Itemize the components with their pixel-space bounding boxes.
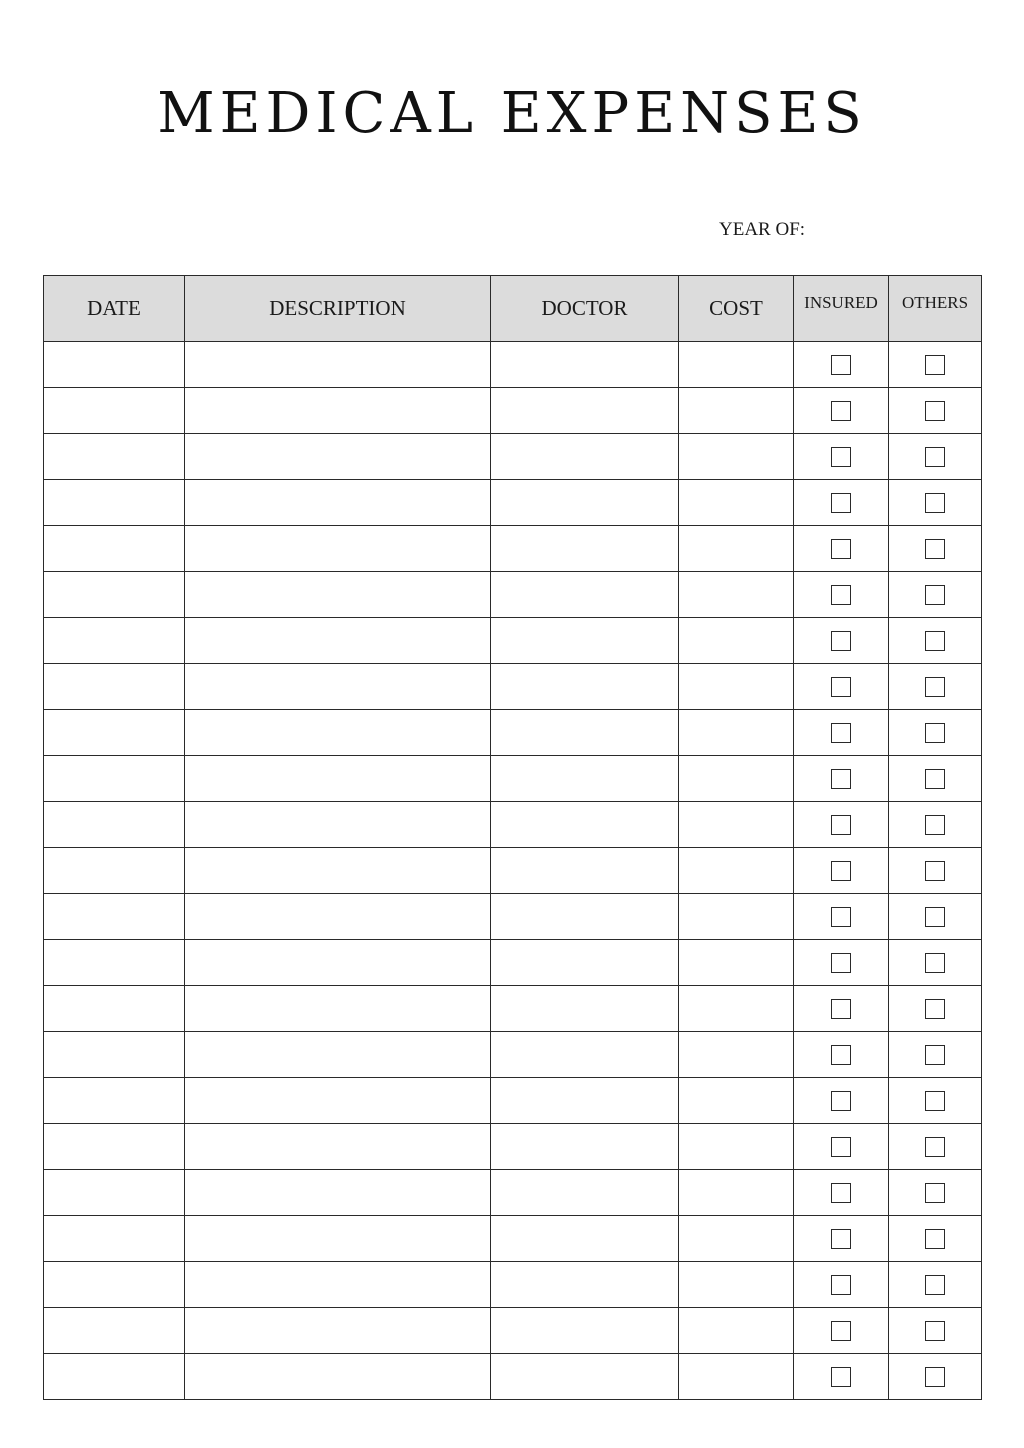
others-checkbox[interactable] [925, 1229, 945, 1249]
column-header-date: DATE [44, 276, 185, 342]
description-cell[interactable] [185, 342, 491, 388]
cost-cell[interactable] [679, 342, 794, 388]
cost-cell[interactable] [679, 1262, 794, 1308]
cost-cell[interactable] [679, 710, 794, 756]
others-cell [889, 802, 982, 848]
others-cell [889, 1170, 982, 1216]
table-row [44, 1078, 982, 1124]
others-checkbox[interactable] [925, 401, 945, 421]
cost-cell[interactable] [679, 526, 794, 572]
others-checkbox[interactable] [925, 815, 945, 835]
cost-cell[interactable] [679, 664, 794, 710]
insured-checkbox[interactable] [831, 1091, 851, 1111]
column-header-others: OTHERS [889, 276, 982, 342]
others-checkbox[interactable] [925, 631, 945, 651]
others-cell [889, 1124, 982, 1170]
insured-checkbox[interactable] [831, 1183, 851, 1203]
others-checkbox[interactable] [925, 907, 945, 927]
insured-checkbox[interactable] [831, 999, 851, 1019]
date-cell[interactable] [44, 480, 185, 526]
cost-cell[interactable] [679, 1354, 794, 1400]
doctor-cell[interactable] [491, 1078, 679, 1124]
insured-cell [794, 664, 889, 710]
insured-cell [794, 1308, 889, 1354]
insured-checkbox[interactable] [831, 539, 851, 559]
doctor-cell[interactable] [491, 710, 679, 756]
others-checkbox[interactable] [925, 493, 945, 513]
insured-checkbox[interactable] [831, 953, 851, 973]
others-cell [889, 1216, 982, 1262]
table-row [44, 618, 982, 664]
description-cell[interactable] [185, 434, 491, 480]
cost-cell[interactable] [679, 986, 794, 1032]
table-body [44, 342, 982, 1400]
insured-checkbox[interactable] [831, 401, 851, 421]
date-cell[interactable] [44, 1262, 185, 1308]
column-header-doctor: DOCTOR [491, 276, 679, 342]
others-checkbox[interactable] [925, 999, 945, 1019]
insured-checkbox[interactable] [831, 1367, 851, 1387]
table-row [44, 1354, 982, 1400]
others-checkbox[interactable] [925, 677, 945, 697]
description-cell[interactable] [185, 1124, 491, 1170]
page-title: MEDICAL EXPENSES [157, 81, 867, 146]
others-cell [889, 664, 982, 710]
date-cell[interactable] [44, 664, 185, 710]
description-cell[interactable] [185, 572, 491, 618]
doctor-cell[interactable] [491, 1216, 679, 1262]
table-row [44, 434, 982, 480]
doctor-cell[interactable] [491, 848, 679, 894]
insured-checkbox[interactable] [831, 447, 851, 467]
doctor-cell[interactable] [491, 618, 679, 664]
cost-cell[interactable] [679, 1032, 794, 1078]
others-cell [889, 1032, 982, 1078]
table-row [44, 1308, 982, 1354]
doctor-cell[interactable] [491, 940, 679, 986]
date-cell[interactable] [44, 710, 185, 756]
table-row [44, 572, 982, 618]
table-row [44, 480, 982, 526]
doctor-cell[interactable] [491, 1032, 679, 1078]
insured-cell [794, 1170, 889, 1216]
doctor-cell[interactable] [491, 1308, 679, 1354]
table-row [44, 342, 982, 388]
column-header-cost: COST [679, 276, 794, 342]
cost-cell[interactable] [679, 1308, 794, 1354]
cost-cell[interactable] [679, 802, 794, 848]
description-cell[interactable] [185, 1078, 491, 1124]
cost-cell[interactable] [679, 1124, 794, 1170]
table-row [44, 1262, 982, 1308]
others-cell [889, 526, 982, 572]
insured-cell [794, 1216, 889, 1262]
table-header [44, 276, 982, 342]
others-cell [889, 940, 982, 986]
cost-cell[interactable] [679, 434, 794, 480]
header-row [44, 276, 982, 342]
date-cell[interactable] [44, 1216, 185, 1262]
others-cell [889, 1354, 982, 1400]
insured-checkbox[interactable] [831, 355, 851, 375]
date-cell[interactable] [44, 342, 185, 388]
table-row [44, 664, 982, 710]
cost-cell[interactable] [679, 1170, 794, 1216]
table-row [44, 894, 982, 940]
cost-cell[interactable] [679, 388, 794, 434]
insured-cell [794, 572, 889, 618]
table-row [44, 1170, 982, 1216]
insured-checkbox[interactable] [831, 723, 851, 743]
others-checkbox[interactable] [925, 355, 945, 375]
others-checkbox[interactable] [925, 1321, 945, 1341]
others-cell [889, 986, 982, 1032]
description-cell[interactable] [185, 756, 491, 802]
doctor-cell[interactable] [491, 434, 679, 480]
others-checkbox[interactable] [925, 585, 945, 605]
description-cell[interactable] [185, 848, 491, 894]
others-cell [889, 434, 982, 480]
date-cell[interactable] [44, 1078, 185, 1124]
column-header-description: DESCRIPTION [185, 276, 491, 342]
others-checkbox[interactable] [925, 861, 945, 881]
description-cell[interactable] [185, 664, 491, 710]
date-cell[interactable] [44, 1124, 185, 1170]
insured-cell [794, 388, 889, 434]
others-checkbox[interactable] [925, 769, 945, 789]
insured-cell [794, 342, 889, 388]
insured-cell [794, 1124, 889, 1170]
others-checkbox[interactable] [925, 1275, 945, 1295]
doctor-cell[interactable] [491, 756, 679, 802]
others-cell [889, 480, 982, 526]
doctor-cell[interactable] [491, 526, 679, 572]
insured-cell [794, 1032, 889, 1078]
insured-cell [794, 480, 889, 526]
table-row [44, 526, 982, 572]
insured-checkbox[interactable] [831, 493, 851, 513]
doctor-cell[interactable] [491, 342, 679, 388]
date-cell[interactable] [44, 526, 185, 572]
others-cell [889, 848, 982, 894]
table-row [44, 1124, 982, 1170]
date-cell[interactable] [44, 802, 185, 848]
others-checkbox[interactable] [925, 447, 945, 467]
description-cell[interactable] [185, 894, 491, 940]
description-cell[interactable] [185, 1032, 491, 1078]
date-cell[interactable] [44, 1032, 185, 1078]
others-checkbox[interactable] [925, 1183, 945, 1203]
insured-cell [794, 1078, 889, 1124]
table-row [44, 848, 982, 894]
date-cell[interactable] [44, 1354, 185, 1400]
doctor-cell[interactable] [491, 1170, 679, 1216]
cost-cell[interactable] [679, 848, 794, 894]
description-cell[interactable] [185, 940, 491, 986]
table-row [44, 940, 982, 986]
others-cell [889, 1078, 982, 1124]
cost-cell[interactable] [679, 756, 794, 802]
doctor-cell[interactable] [491, 1354, 679, 1400]
description-cell[interactable] [185, 802, 491, 848]
table-row [44, 710, 982, 756]
insured-checkbox[interactable] [831, 585, 851, 605]
date-cell[interactable] [44, 572, 185, 618]
others-cell [889, 710, 982, 756]
date-cell[interactable] [44, 940, 185, 986]
description-cell[interactable] [185, 388, 491, 434]
others-cell [889, 1262, 982, 1308]
table-row [44, 1216, 982, 1262]
doctor-cell[interactable] [491, 572, 679, 618]
doctor-cell[interactable] [491, 388, 679, 434]
description-cell[interactable] [185, 986, 491, 1032]
cost-cell[interactable] [679, 618, 794, 664]
insured-checkbox[interactable] [831, 907, 851, 927]
description-cell[interactable] [185, 710, 491, 756]
others-checkbox[interactable] [925, 953, 945, 973]
insured-checkbox[interactable] [831, 1321, 851, 1341]
cost-cell[interactable] [679, 572, 794, 618]
insured-cell [794, 848, 889, 894]
description-cell[interactable] [185, 1170, 491, 1216]
insured-cell [794, 1354, 889, 1400]
insured-checkbox[interactable] [831, 861, 851, 881]
table-row [44, 986, 982, 1032]
insured-checkbox[interactable] [831, 1229, 851, 1249]
doctor-cell[interactable] [491, 986, 679, 1032]
cost-cell[interactable] [679, 1078, 794, 1124]
others-checkbox[interactable] [925, 1137, 945, 1157]
expenses-table [43, 275, 982, 1400]
insured-checkbox[interactable] [831, 815, 851, 835]
others-cell [889, 756, 982, 802]
others-checkbox[interactable] [925, 723, 945, 743]
date-cell[interactable] [44, 848, 185, 894]
description-cell[interactable] [185, 1216, 491, 1262]
insured-checkbox[interactable] [831, 631, 851, 651]
others-cell [889, 572, 982, 618]
others-cell [889, 342, 982, 388]
insured-cell [794, 986, 889, 1032]
insured-cell [794, 756, 889, 802]
table-row [44, 388, 982, 434]
table-row [44, 802, 982, 848]
doctor-cell[interactable] [491, 1262, 679, 1308]
others-cell [889, 388, 982, 434]
cost-cell[interactable] [679, 894, 794, 940]
insured-cell [794, 1262, 889, 1308]
insured-cell [794, 940, 889, 986]
others-cell [889, 1308, 982, 1354]
date-cell[interactable] [44, 894, 185, 940]
insured-cell [794, 894, 889, 940]
others-checkbox[interactable] [925, 539, 945, 559]
date-cell[interactable] [44, 986, 185, 1032]
doctor-cell[interactable] [491, 802, 679, 848]
date-cell[interactable] [44, 618, 185, 664]
table-row [44, 756, 982, 802]
date-cell[interactable] [44, 1308, 185, 1354]
insured-checkbox[interactable] [831, 1137, 851, 1157]
date-cell[interactable] [44, 756, 185, 802]
description-cell[interactable] [185, 1308, 491, 1354]
description-cell[interactable] [185, 526, 491, 572]
doctor-cell[interactable] [491, 480, 679, 526]
date-cell[interactable] [44, 388, 185, 434]
insured-cell [794, 434, 889, 480]
insured-cell [794, 802, 889, 848]
others-cell [889, 618, 982, 664]
insured-cell [794, 526, 889, 572]
description-cell[interactable] [185, 618, 491, 664]
doctor-cell[interactable] [491, 664, 679, 710]
others-checkbox[interactable] [925, 1091, 945, 1111]
others-checkbox[interactable] [925, 1045, 945, 1065]
description-cell[interactable] [185, 1354, 491, 1400]
insured-checkbox[interactable] [831, 769, 851, 789]
doctor-cell[interactable] [491, 894, 679, 940]
cost-cell[interactable] [679, 480, 794, 526]
description-cell[interactable] [185, 480, 491, 526]
date-cell[interactable] [44, 434, 185, 480]
year-of-label: YEAR OF: [719, 219, 806, 240]
insured-cell [794, 618, 889, 664]
others-checkbox[interactable] [925, 1367, 945, 1387]
doctor-cell[interactable] [491, 1124, 679, 1170]
insured-checkbox[interactable] [831, 1275, 851, 1295]
table-row [44, 1032, 982, 1078]
cost-cell[interactable] [679, 1216, 794, 1262]
insured-checkbox[interactable] [831, 1045, 851, 1065]
others-cell [889, 894, 982, 940]
insured-cell [794, 710, 889, 756]
description-cell[interactable] [185, 1262, 491, 1308]
date-cell[interactable] [44, 1170, 185, 1216]
column-header-insured: INSURED [794, 276, 889, 342]
cost-cell[interactable] [679, 940, 794, 986]
insured-checkbox[interactable] [831, 677, 851, 697]
